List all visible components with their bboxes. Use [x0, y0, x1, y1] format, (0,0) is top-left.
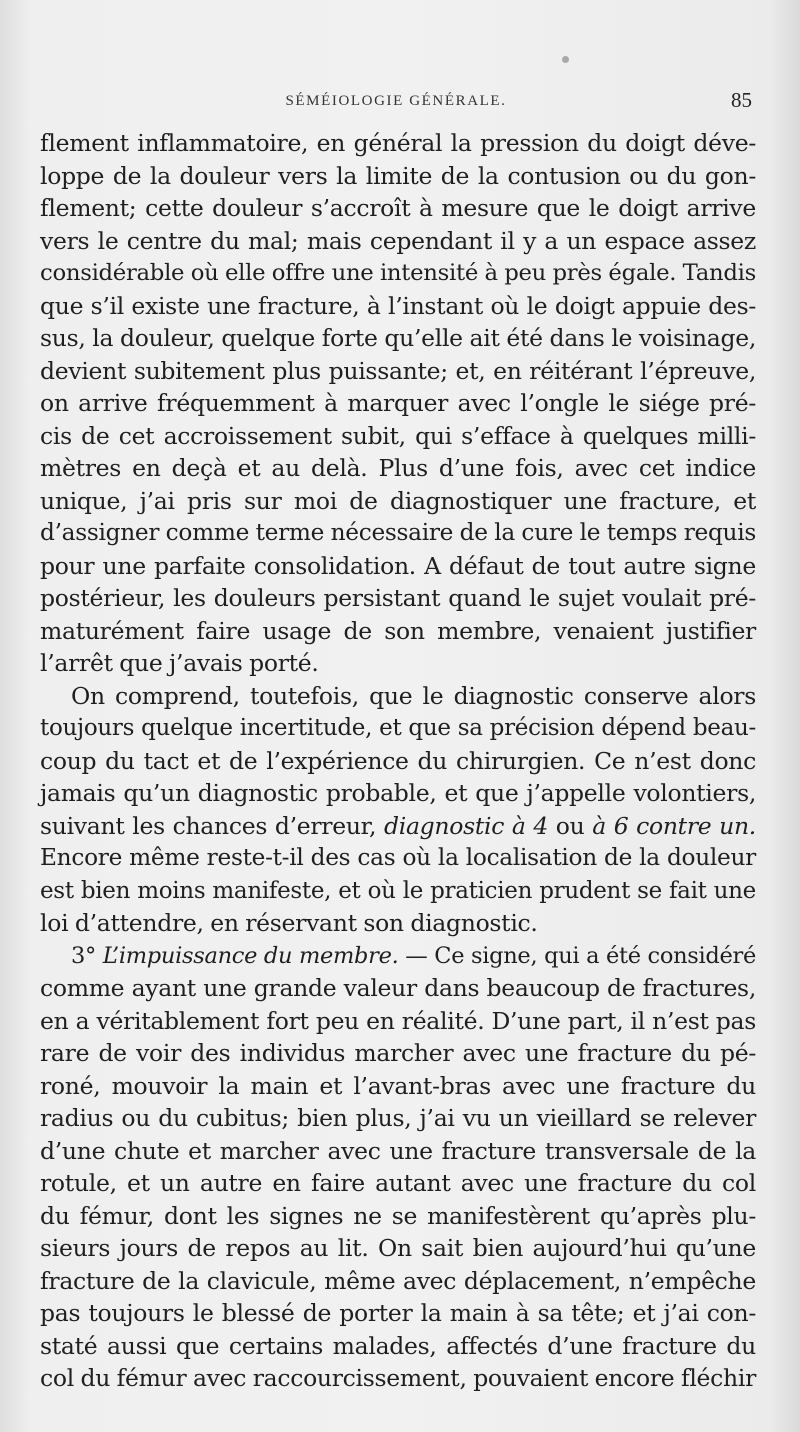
- text-run: du fémur, dont les signes ne se manifestèrent qu’après plu-: [40, 1201, 756, 1230]
- text-run: toujours quelque incertitude, et que sa précision dépend beau-: [40, 715, 756, 741]
- text-run: cis de cet accroissement subit, qui s’efface à quelques milli-: [40, 421, 756, 450]
- text-run: pour une parfaite consolidation. A défaut de tout autre signe: [40, 551, 756, 580]
- text-line: [40, 1037, 756, 1070]
- text-run: coup du tact et de l’expérience du chirurgien. Ce n’est donc: [40, 746, 756, 775]
- text-run: est bien moins manifeste, et où le praticien prudent se fait une: [40, 877, 756, 904]
- text-run: rotule, et un autre en faire autant avec une fracture du col: [40, 1169, 756, 1197]
- text-run: col du fémur avec raccourcissement, pouvaient encore fléchir: [40, 1364, 757, 1392]
- text-run: rare de voir des individus marcher avec une fracture du pé-: [40, 1039, 756, 1067]
- text-line: [40, 907, 756, 940]
- text-run: unique, j’ai pris sur moi de diagnostiquer une fracture, et: [40, 486, 756, 515]
- text-run: — Ce signe, qui a été considéré: [398, 942, 757, 969]
- text-run: postérieur, les douleurs persistant quand le sujet voulait pré-: [40, 584, 756, 612]
- text-run: flement inflammatoire, en général la pression du doigt déve-: [40, 129, 756, 157]
- paragraph-diagnostic: [40, 680, 756, 940]
- text-run: suivant les chances d’erreur,: [40, 811, 384, 840]
- text-line: [40, 127, 756, 160]
- page-number: 85: [731, 88, 752, 112]
- text-line: [40, 1167, 756, 1200]
- text-run: l’arrêt que j’avais porté.: [40, 649, 319, 677]
- text-run: d’une chute et marcher avec une fracture transversale de la: [40, 1136, 756, 1165]
- text-run: maturément faire usage de son membre, venaient justifier: [40, 616, 756, 645]
- text-run: que s’il existe une fracture, à l’instant où le doigt appuie des-: [40, 291, 756, 320]
- text-line: [40, 550, 756, 583]
- text-run: fracture de la clavicule, même avec déplacement, n’empêche: [40, 1266, 756, 1295]
- text-line: [40, 387, 756, 420]
- italic-run: à 6 contre un.: [592, 811, 756, 840]
- text-line: [40, 355, 756, 388]
- text-line: [40, 712, 756, 745]
- paragraph-impuissance: [40, 940, 756, 1395]
- text-line: [40, 517, 756, 550]
- text-line: [40, 225, 756, 258]
- text-run: roné, mouvoir la main et l’avant-bras avec une fracture du: [40, 1071, 756, 1100]
- text-line: [40, 257, 756, 290]
- running-head: [40, 88, 752, 118]
- paragraph-continuation: [40, 127, 756, 680]
- text-run: 3°: [71, 942, 103, 969]
- text-line: [40, 1005, 756, 1038]
- text-line: [40, 1070, 756, 1103]
- text-line: [40, 940, 756, 973]
- text-run: loi d’attendre, en réservant son diagnostic.: [40, 909, 538, 937]
- text-line: [40, 615, 756, 648]
- text-line: [40, 1135, 756, 1168]
- text-line: [40, 420, 756, 453]
- text-line: [40, 810, 756, 843]
- text-run: pas toujours le blessé de porter la main à sa tête; et j’ai con-: [40, 1299, 756, 1327]
- text-run: sus, la douleur, quelque forte qu’elle ait été dans le voisinage,: [40, 324, 756, 352]
- body-text: [40, 127, 756, 1395]
- text-line: [40, 1330, 756, 1363]
- text-line: [40, 1232, 756, 1265]
- text-run: On comprend, toutefois, que le diagnostic conserve alors: [71, 681, 756, 710]
- text-line: [40, 1200, 756, 1233]
- text-line: [40, 485, 756, 518]
- text-run: vers le centre du mal; mais cependant il y a un espace assez: [40, 226, 756, 255]
- italic-run: L’impuissance du membre.: [102, 942, 399, 969]
- text-line: [40, 452, 756, 485]
- text-run: Encore même reste-t-il des cas où la localisation de la douleur: [40, 844, 756, 871]
- text-line: [40, 1265, 756, 1298]
- text-line: [40, 972, 756, 1005]
- text-run: en a véritablement fort peu en réalité. D’une part, il n’est pas: [40, 1006, 756, 1035]
- running-title: SÉMÉIOLOGIE GÉNÉRALE.: [285, 93, 507, 109]
- text-run: radius ou du cubitus; bien plus, j’ai vu un vieillard se relever: [40, 1104, 756, 1132]
- text-line: [40, 647, 756, 680]
- text-run: staté aussi que certains malades, affectés d’une fracture du: [40, 1331, 756, 1360]
- ink-speck: [562, 56, 569, 63]
- text-run: jamais qu’un diagnostic probable, et que j’appelle volontiers,: [40, 779, 756, 807]
- text-run: sieurs jours de repos au lit. On sait bien aujourd’hui qu’une: [40, 1234, 756, 1262]
- text-run: devient subitement plus puissante; et, en réitérant l’épreuve,: [40, 356, 756, 385]
- text-run: loppe de la douleur vers la limite de la contusion ou du gon-: [40, 161, 756, 190]
- text-run: ou: [547, 811, 593, 840]
- text-line: [40, 582, 756, 615]
- text-line: [40, 1102, 756, 1135]
- text-line: [40, 777, 756, 810]
- text-run: considérable où elle offre une intensité à peu près égale. Tandis: [40, 260, 756, 286]
- text-run: comme ayant une grande valeur dans beaucoup de fractures,: [40, 974, 756, 1002]
- text-line: [40, 875, 756, 908]
- text-line: [40, 1297, 756, 1330]
- text-run: flement; cette douleur s’accroît à mesure que le doigt arrive: [40, 194, 756, 222]
- text-run: on arrive fréquemment à marquer avec l’ongle le siége pré-: [40, 389, 756, 417]
- text-line: [40, 680, 756, 713]
- text-run: mètres en deçà et au delà. Plus d’une fois, avec cet indice: [40, 454, 756, 482]
- text-line: [40, 322, 756, 355]
- text-line: [40, 745, 756, 778]
- text-line: [40, 842, 756, 875]
- text-line: [40, 160, 756, 193]
- text-line: [40, 1362, 756, 1395]
- text-line: [40, 192, 756, 225]
- text-run: d’assigner comme terme nécessaire de la cure le temps requis: [40, 519, 756, 546]
- text-line: [40, 290, 756, 323]
- italic-run: diagnostic à 4: [383, 811, 548, 840]
